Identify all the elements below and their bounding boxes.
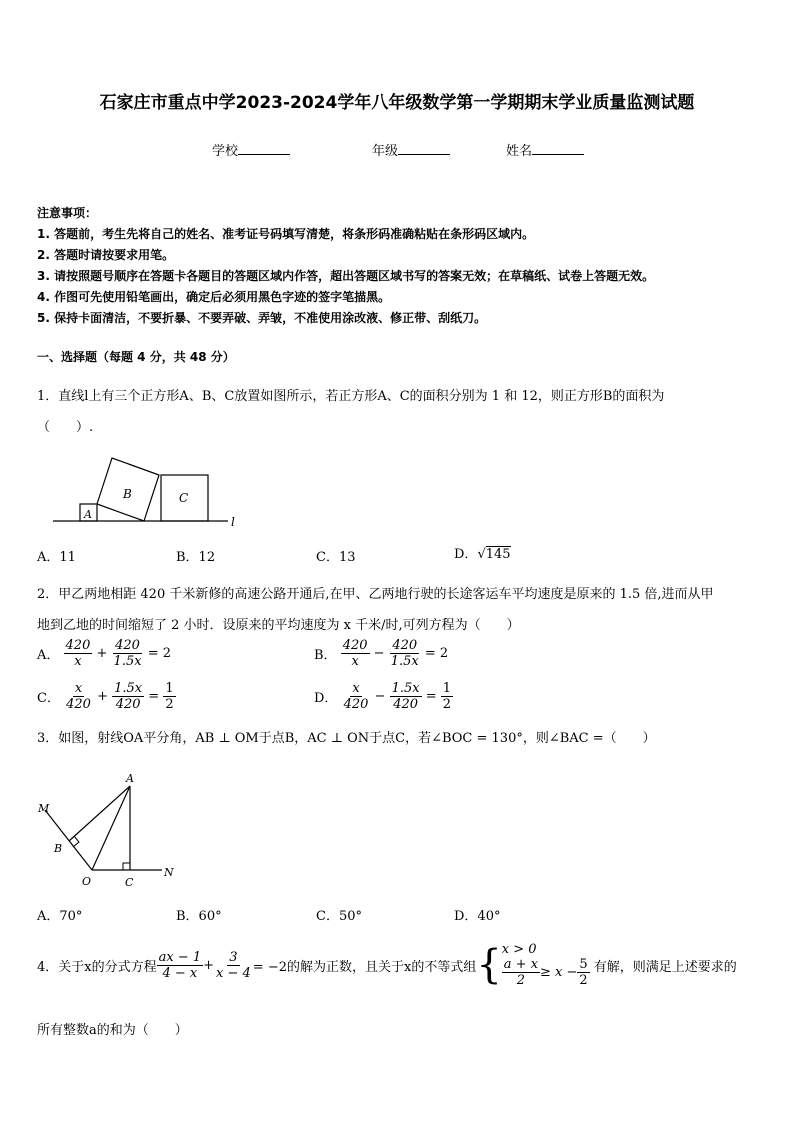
- school-blank[interactable]: [238, 142, 290, 155]
- page-title: 石家庄市重点中学2023-2024学年八年级数学第一学期期末学业质量监测试题: [99, 93, 695, 113]
- notice-item: 4. 作图可先使用铅笔画出，确定后必须用黑色字迹的签字笔描黑。: [37, 290, 391, 304]
- point-b-label: B: [54, 842, 63, 855]
- school-field: [212, 140, 290, 159]
- q2-text: 2．甲乙两地相距 420 千米新修的高速公路开通后,在甲、乙两地行驶的长途客运车平均速度是原来的 1.5 倍,进而从甲: [37, 587, 714, 602]
- notice-item: 5. 保持卡面清洁，不要折暴、不要弄破、弄皱，不准使用涂改液、修正带、刮纸刀。: [37, 311, 487, 325]
- numerator: 1.5x: [391, 681, 420, 696]
- numerator: x: [74, 681, 83, 696]
- option-label: A．: [37, 648, 60, 663]
- operator: +: [96, 646, 108, 661]
- sqrt-value: 145: [485, 547, 511, 562]
- q4-part: 4．关于x的分式方程: [37, 959, 157, 975]
- q1-option-d[interactable]: [454, 543, 511, 562]
- point-a-label: A: [126, 772, 134, 785]
- q2-option-a[interactable]: [37, 638, 171, 669]
- denominator: 420: [393, 697, 419, 712]
- q1-text-cont: （ ）.: [37, 420, 94, 435]
- q3-option-d[interactable]: D．40°: [454, 909, 501, 924]
- denominator: 1.5x: [113, 654, 142, 669]
- grade-label: 年级: [372, 144, 399, 159]
- denominator: 2: [442, 697, 452, 712]
- line-l-label: l: [231, 515, 235, 529]
- q3-angle-figure: [30, 768, 190, 892]
- q2-option-c[interactable]: [37, 681, 176, 712]
- name-field: [506, 140, 584, 159]
- denominator: 420: [115, 697, 141, 712]
- name-label: 姓名: [506, 144, 533, 159]
- operator: −: [373, 646, 385, 661]
- square-a-label: A: [84, 508, 92, 521]
- denominator: 2: [165, 697, 174, 712]
- point-c-label: C: [125, 876, 134, 889]
- q3-option-b[interactable]: B．60°: [176, 909, 222, 924]
- square-b-label: B: [123, 487, 132, 501]
- inequality-system: [502, 942, 590, 988]
- denominator: x: [351, 654, 359, 669]
- name-blank[interactable]: [532, 142, 584, 155]
- rhs: = 2: [147, 646, 171, 661]
- notice-item: 3. 请按照题号顺序在答题卡各题目的答题区域内作答，超出答题区域书写的答案无效；在草稿纸、试卷上答题无效。: [37, 269, 655, 283]
- q4-text-cont: 所有整数a的和为（ ）: [37, 1023, 188, 1038]
- point-m-label: M: [38, 802, 50, 815]
- notice-item: 1. 答题前，考生先将自己的姓名、准考证号码填写清楚，将条形码准确粘贴在条形码区域内。: [37, 227, 535, 241]
- rhs: = 2: [424, 646, 449, 661]
- operator: +: [203, 957, 215, 973]
- q2-text-cont: 地到乙地的时间缩短了 2 小时．设原来的平均速度为 x 千米/时,可列方程为（ ）: [37, 618, 520, 633]
- q1-option-d-label: D．: [454, 547, 478, 562]
- grade-blank[interactable]: [398, 142, 450, 155]
- q2-option-d[interactable]: [314, 681, 453, 712]
- square-c-label: C: [179, 491, 189, 505]
- numerator: 1.5x: [114, 681, 143, 696]
- point-n-label: N: [164, 866, 174, 879]
- equals: =: [425, 689, 437, 704]
- grade-field: [372, 140, 450, 159]
- denominator: 1.5x: [390, 654, 419, 669]
- numerator: x: [352, 681, 360, 696]
- operator: −: [374, 689, 386, 704]
- notice-heading: 注意事项：: [37, 206, 98, 220]
- numerator: 420: [392, 638, 418, 653]
- notice-item: 2. 答题时请按要求用笔。: [37, 248, 175, 262]
- q1-squares-figure: [45, 452, 245, 532]
- q1-option-b[interactable]: B．12: [176, 550, 216, 565]
- numerator: 1: [442, 681, 452, 696]
- denominator: 420: [66, 697, 91, 712]
- q2-option-b[interactable]: [314, 638, 448, 669]
- numerator: 420: [342, 638, 368, 653]
- q1-option-a[interactable]: A．11: [37, 550, 76, 565]
- q1-text: 1．直线l上有三个正方形A、B、C放置如图所示，若正方形A、C的面积分别为 1 和 12，则正方形B的面积为: [37, 389, 665, 404]
- fraction: $\frac{3}{x - 4}$: [216, 949, 251, 981]
- brace-icon: {: [476, 942, 502, 988]
- q3-text: 3．如图，射线OA平分角，AB ⊥ OM于点B，AC ⊥ ON于点C，若∠BOC = 130°，则∠BAC =（ ）: [37, 731, 656, 746]
- denominator: 420: [343, 697, 369, 712]
- denominator: x: [74, 654, 82, 669]
- fraction: $\frac{ax - 1}{4 - x}$: [158, 949, 202, 981]
- q1-option-c[interactable]: C．13: [316, 550, 356, 565]
- point-o-label: O: [82, 875, 92, 888]
- school-label: 学校: [212, 144, 239, 159]
- inequality-1: x > 0: [501, 942, 537, 957]
- q3-option-c[interactable]: C．50°: [316, 909, 362, 924]
- numerator: 420: [65, 638, 91, 653]
- option-label: B．: [314, 648, 337, 663]
- sqrt-icon: √: [477, 547, 486, 562]
- q4-part: = −2的解为正数，且关于x的不等式组: [252, 959, 477, 975]
- equals: =: [148, 689, 160, 704]
- option-label: C．: [37, 691, 60, 706]
- inequality-2: $\frac{a + x}{2}$ ≥ x − $\frac{5}{2}$: [503, 957, 588, 988]
- q3-option-a[interactable]: A．70°: [37, 909, 83, 924]
- option-label: D．: [314, 691, 338, 706]
- numerator: 420: [115, 638, 140, 653]
- section-heading: 一、选择题（每题 4 分，共 48 分）: [37, 350, 235, 364]
- q4-text: [37, 942, 737, 988]
- q4-part: 有解，则满足上述要求的: [593, 959, 737, 975]
- numerator: 1: [165, 681, 174, 696]
- operator: +: [97, 689, 108, 704]
